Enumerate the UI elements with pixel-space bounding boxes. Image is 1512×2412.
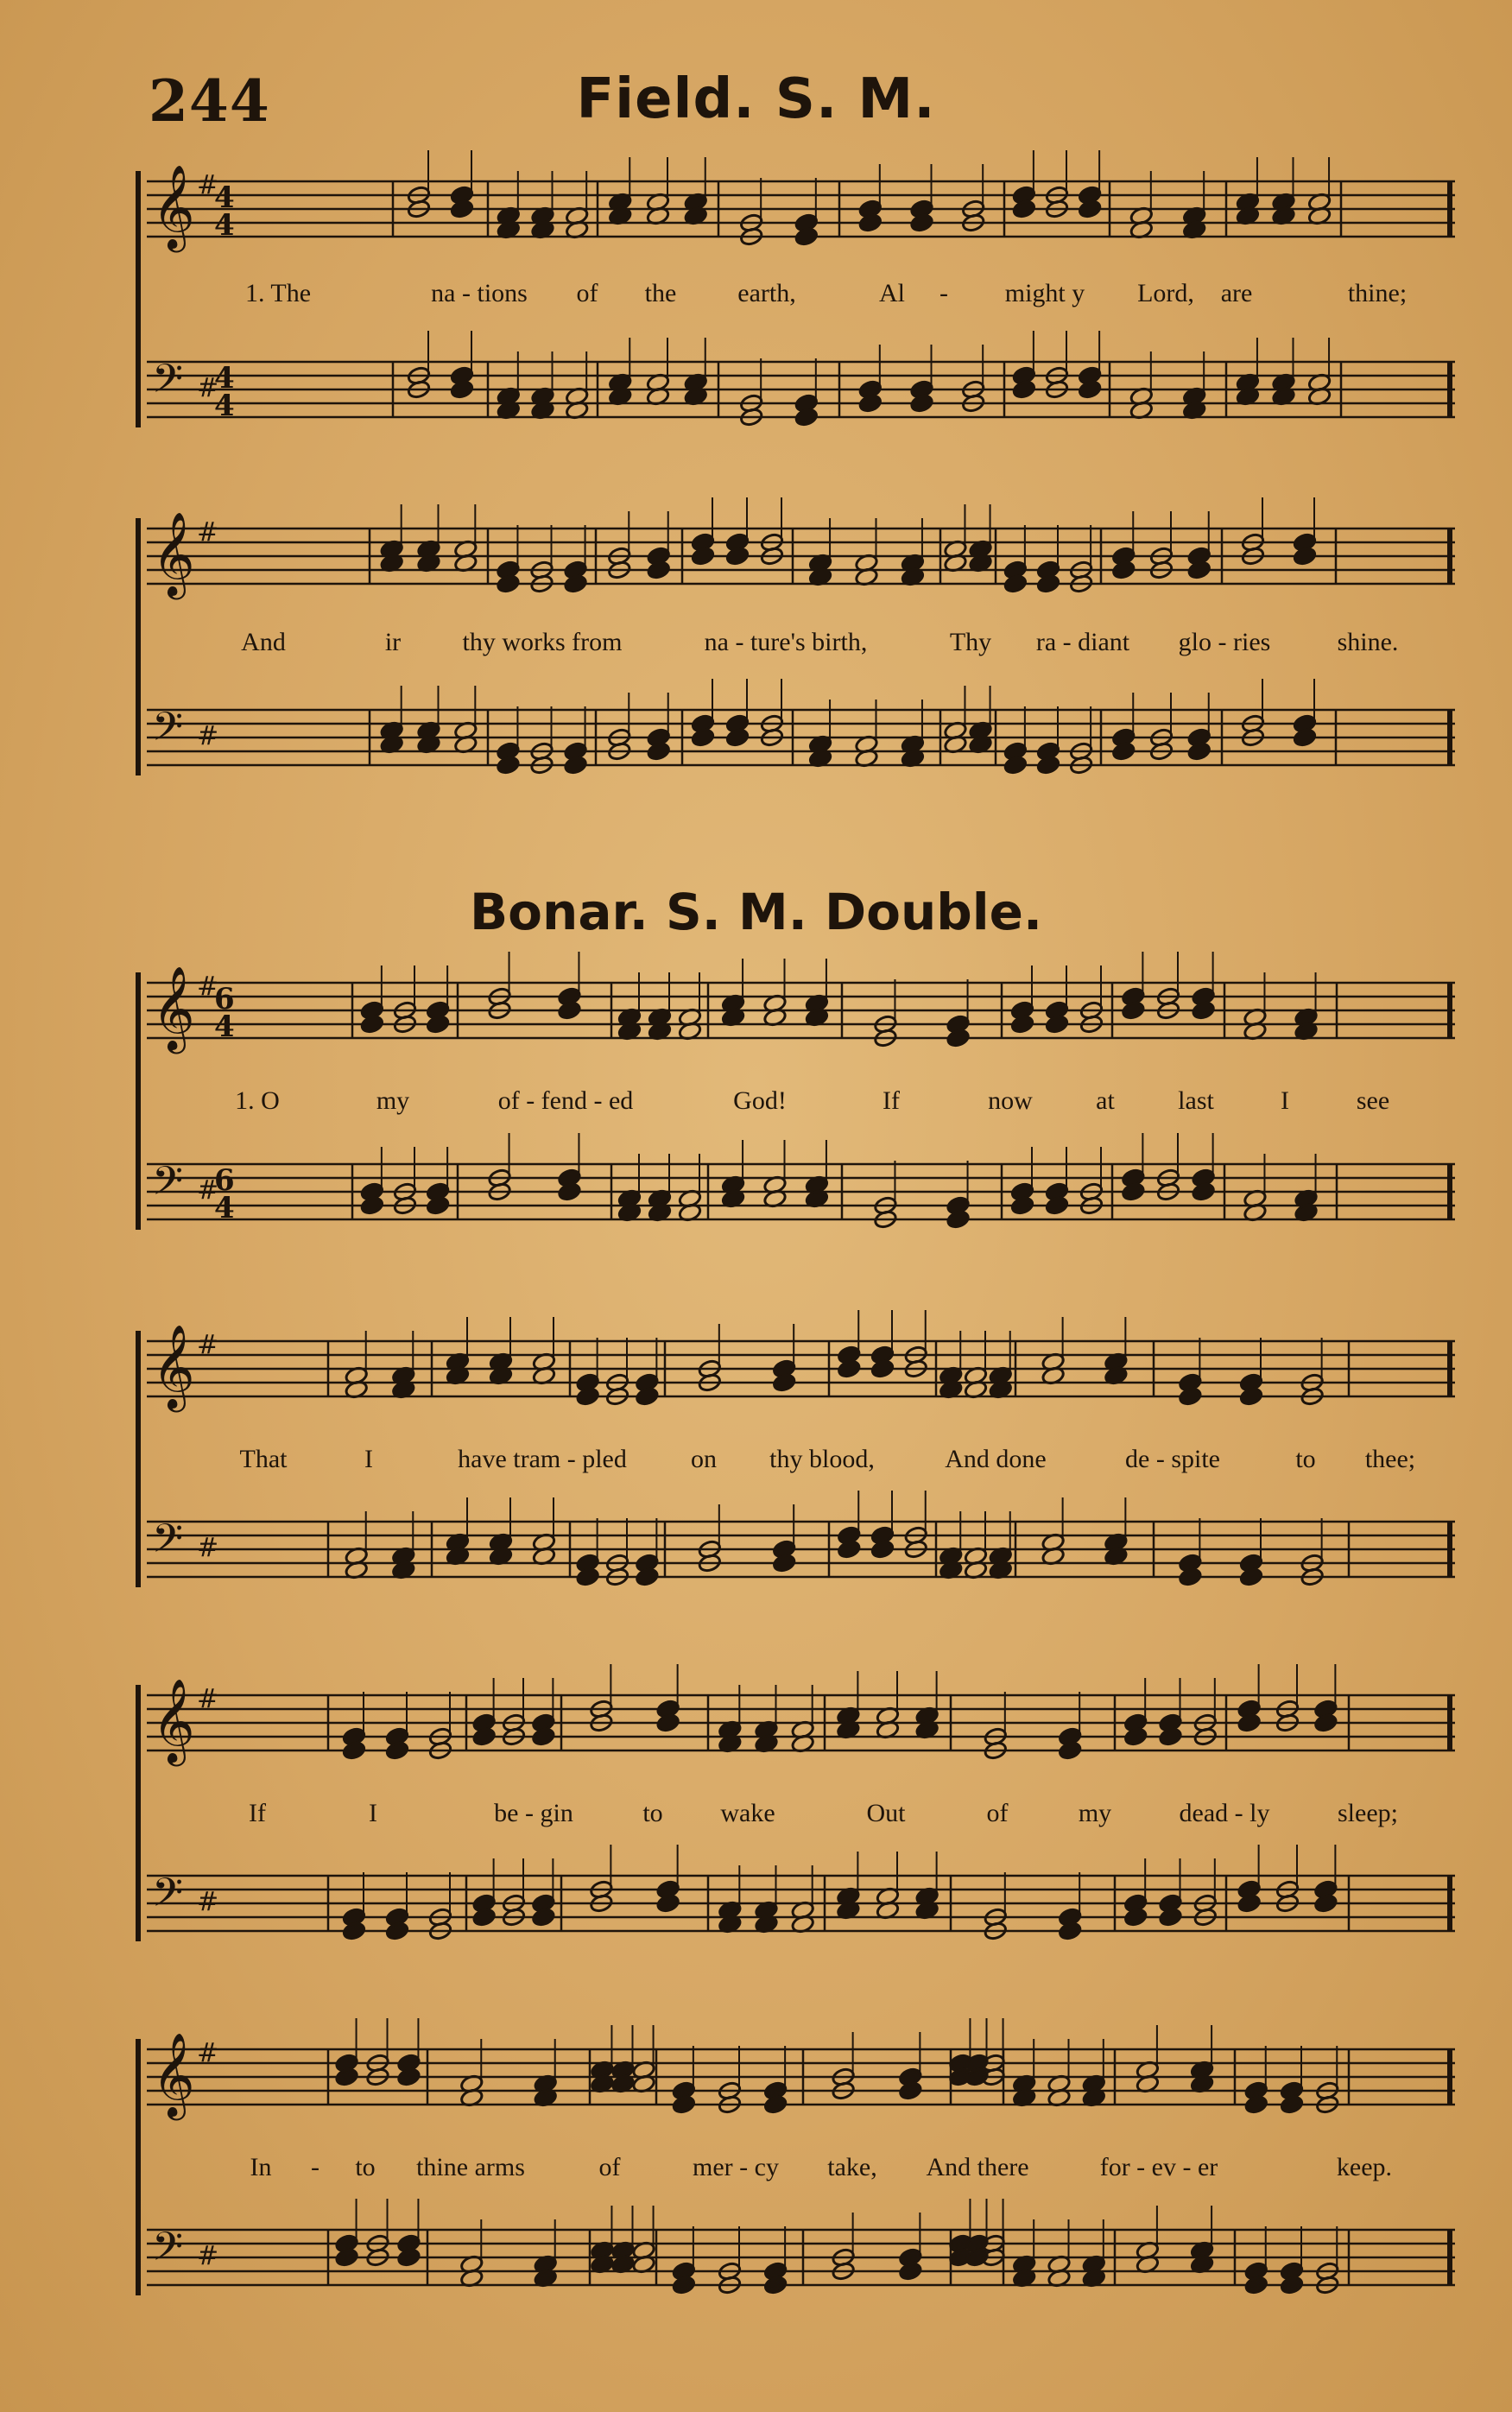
lyric-word: - <box>939 279 948 307</box>
treble-clef-icon: 𝄞 <box>152 965 195 1050</box>
lyric-word: And there <box>926 2153 1029 2181</box>
treble-clef-icon: 𝄞 <box>152 1324 195 1409</box>
lyric-word: thine arms <box>416 2153 525 2181</box>
lyric-word: on <box>691 1445 717 1473</box>
lyric-word: be - gin <box>494 1799 573 1827</box>
lyric-word: If <box>883 1086 900 1115</box>
lyric-word: to <box>642 1799 663 1827</box>
bass-clef-icon: 𝄢 <box>152 704 184 760</box>
lyric-word: wake <box>720 1799 775 1827</box>
lyric-word: And <box>241 628 286 656</box>
lyric-word: ra - diant <box>1035 628 1130 656</box>
lyric-word: earth, <box>737 279 796 307</box>
lyric-word: God! <box>733 1086 787 1115</box>
sharp-icon: # <box>197 972 219 1002</box>
lyric-word: Thy <box>949 628 992 656</box>
sharp-icon: # <box>197 1330 219 1360</box>
lyric-word: And done <box>945 1445 1047 1473</box>
lyric-word: Lord, <box>1137 279 1194 307</box>
lyric-word: Al <box>879 279 905 307</box>
time-signature-top: 4 <box>214 180 235 215</box>
sharp-icon: # <box>197 170 219 200</box>
lyric-word: thy works from <box>462 628 623 656</box>
treble-clef-icon: 𝄞 <box>152 511 195 596</box>
lyrics-line-bonar-2 <box>0 1445 1512 1479</box>
lyrics-line-bonar-1 <box>0 1086 1512 1121</box>
lyrics-line-field-1 <box>0 279 1512 313</box>
treble-clef-icon: 𝄞 <box>152 1678 195 1763</box>
lyric-word: to <box>355 2153 376 2181</box>
lyric-word: keep. <box>1336 2153 1393 2181</box>
lyric-word: - <box>311 2153 319 2181</box>
lyric-word: now <box>988 1086 1033 1115</box>
lyric-word: If <box>249 1799 266 1827</box>
treble-clef-icon: 𝄞 <box>152 164 195 249</box>
lyric-word: In <box>250 2153 272 2181</box>
lyric-word: shine. <box>1337 628 1399 656</box>
lyrics-line-bonar-4 <box>0 2153 1512 2187</box>
lyric-word: ir <box>384 628 402 656</box>
lyric-word: thine; <box>1347 279 1408 307</box>
sharp-icon: # <box>197 373 219 403</box>
lyric-word: of <box>598 2153 621 2181</box>
lyric-word: of <box>986 1799 1009 1827</box>
lyric-word: for - ev - er <box>1099 2153 1218 2181</box>
lyric-word: see <box>1356 1086 1390 1115</box>
sharp-icon: # <box>197 1533 219 1563</box>
lyric-word: That <box>239 1445 288 1473</box>
lyric-word: 1. O <box>235 1086 280 1115</box>
lyric-word: dead - ly <box>1179 1799 1270 1827</box>
bass-clef-icon: 𝄢 <box>152 356 184 412</box>
sharp-icon: # <box>197 1887 219 1917</box>
lyric-word: to <box>1295 1445 1316 1473</box>
lyric-word: mer - cy <box>693 2153 779 2181</box>
lyric-word: my <box>376 1086 410 1115</box>
time-signature-bottom: 4 <box>214 1191 235 1225</box>
lyric-word: thy blood, <box>769 1445 875 1473</box>
lyric-word: I <box>369 1799 377 1827</box>
lyric-word: of <box>576 279 598 307</box>
lyric-word: thee; <box>1364 1445 1416 1473</box>
time-signature-top: 6 <box>214 1163 235 1198</box>
lyric-word: take, <box>827 2153 877 2181</box>
sharp-icon: # <box>197 2241 219 2271</box>
lyric-word: are <box>1220 279 1253 307</box>
lyric-word: I <box>364 1445 373 1473</box>
lyric-word: 1. The <box>244 279 312 307</box>
time-signature-bottom: 4 <box>214 208 235 243</box>
lyric-word: I <box>1281 1086 1289 1115</box>
lyric-word: of - fend - ed <box>497 1086 634 1115</box>
treble-clef-icon: 𝄞 <box>152 2032 195 2117</box>
sharp-icon: # <box>197 2038 219 2068</box>
time-signature-top: 4 <box>214 361 235 396</box>
lyric-word: at <box>1096 1086 1115 1115</box>
lyric-word: the <box>644 279 677 307</box>
sharp-icon: # <box>197 517 219 548</box>
lyric-word: sleep; <box>1338 1799 1398 1827</box>
time-signature-bottom: 4 <box>214 389 235 423</box>
lyric-word: have tram - pled <box>458 1445 627 1473</box>
lyric-word: my <box>1078 1799 1112 1827</box>
lyric-word: na - tions <box>431 279 528 307</box>
bass-clef-icon: 𝄢 <box>152 1516 184 1572</box>
sharp-icon: # <box>197 1684 219 1714</box>
bass-clef-icon: 𝄢 <box>152 1158 184 1214</box>
lyric-word: last <box>1178 1086 1214 1115</box>
page-number: 244 <box>149 67 270 135</box>
bass-clef-icon: 𝄢 <box>152 1870 184 1926</box>
bass-clef-icon: 𝄢 <box>152 2224 184 2280</box>
tune-title-field: Field. S. M. <box>576 67 936 131</box>
lyric-word: de - spite <box>1125 1445 1220 1473</box>
lyrics-line-bonar-3 <box>0 1799 1512 1833</box>
time-signature-top: 6 <box>214 982 235 1016</box>
lyric-word: na - ture's birth, <box>704 628 868 656</box>
lyric-word: might y <box>1004 279 1085 307</box>
lyric-word: glo - ries <box>1178 628 1271 656</box>
sharp-icon: # <box>197 1175 219 1206</box>
tune-title-bonar: Bonar. S. M. Double. <box>469 883 1043 941</box>
lyric-word: Out <box>866 1799 906 1827</box>
lyrics-line-field-2 <box>0 628 1512 662</box>
sharp-icon: # <box>197 721 219 751</box>
time-signature-bottom: 4 <box>214 1010 235 1044</box>
